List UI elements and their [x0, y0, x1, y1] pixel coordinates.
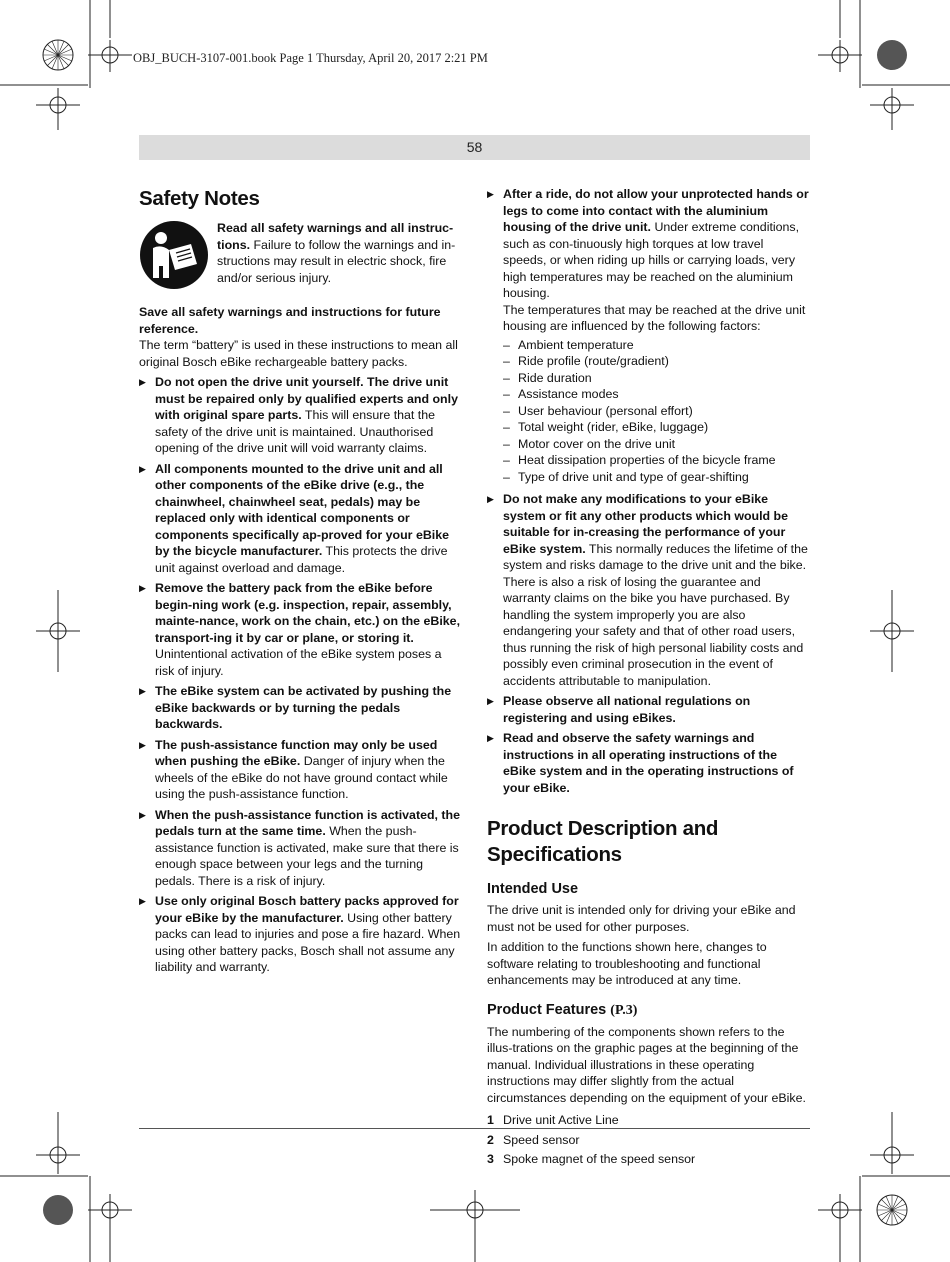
intended-use-title: Intended Use	[487, 881, 579, 897]
triangle-bullet-icon: ▶	[487, 494, 494, 504]
safety-notes-title: Safety Notes	[139, 187, 260, 210]
warning-bold: Please observe all national regulations on registering and using eBikes.	[503, 694, 751, 725]
intro-text	[217, 220, 461, 290]
product-features-text: The numbering of the components shown refers to the illus-trations on the graphic pages at the beginning of the manual. Individual illustrations in these operating instructions may differ slightly from the actual circumstances depending on the equipment of your eBike.	[487, 1024, 806, 1105]
list-item: 1 Drive unit Active Line	[487, 1113, 619, 1127]
triangle-bullet-icon: ▶	[139, 896, 146, 906]
right-column	[487, 186, 810, 1170]
warning-item	[139, 807, 461, 890]
warning-item	[139, 580, 461, 679]
list-item: 3 Spoke magnet of the speed sensor	[487, 1152, 696, 1166]
product-features-title: Product Features (P.3)	[487, 1001, 638, 1018]
triangle-bullet-icon: ▶	[487, 189, 494, 199]
warning-text: This will ensure that the safety of the drive unit is maintained. Unauthorised opening of the drive unit will void warranty claims.	[155, 408, 436, 455]
intro-bold: Read all safety warnings and all instruc-tions.	[217, 221, 454, 252]
warning-text: Unintentional activation of the eBike system poses a risk of injury.	[155, 647, 442, 678]
list-item: – Total weight (rider, eBike, luggage)	[503, 420, 709, 434]
intended-use-text: In addition to the functions shown here, changes to software relating to troubleshooting and functional enhancements may be introduced at any time.	[487, 940, 767, 987]
battery-term-note: The term “battery” is used in these instructions to mean all original Bosch eBike rechargeable battery packs.	[139, 338, 458, 369]
intro-warning	[139, 220, 461, 290]
warning-text: When the push-assistance function is activated, make sure that there is enough space between your legs and the turning pedals. There is a risk of injury.	[155, 824, 459, 888]
list-item: – Type of drive unit and type of gear-shifting	[503, 469, 749, 484]
triangle-bullet-icon: ▶	[139, 686, 146, 696]
triangle-bullet-icon: ▶	[139, 809, 146, 820]
triangle-bullet-icon: ▶	[139, 739, 146, 750]
intended-use-text: The drive unit is intended only for driving your eBike and must not be used for other purposes.	[487, 903, 796, 934]
list-item: – Ride duration	[503, 370, 592, 385]
list-item: – Ambient temperature	[503, 337, 634, 352]
warning-text: This normally reduces the lifetime of the system and risks damage to the drive unit and the bike. There is also a risk of losing the guarantee and warranty claims on the bike you have purchased. By handling the system improperly you are also endangering your safety and that of other road users, thus running the risk of high personal liability costs and possibly even criminal prosecution in the event of accidents attributable to manipulation.	[503, 541, 808, 688]
print-header: OBJ_BUCH-3107-001.book Page 1 Thursday, April 20, 2017 2:21 PM	[133, 51, 488, 65]
list-item: – User behaviour (personal effort)	[503, 403, 693, 418]
warning-item-hot-housing	[487, 186, 810, 487]
warning-text: This protects the drive unit against overload and damage.	[155, 544, 448, 575]
page-number-bar	[139, 135, 810, 160]
warning-bold: All components mounted to the drive unit and all other components of the eBike drive (e.g., the chainwheel, chainwheel seat, pedals) may be replaced only with identical components or components specifically ap-proved for your eBike by the bicycle manufacturer.	[155, 461, 450, 558]
warning-bold: Remove the battery pack from the eBike before begin-ning work (e.g. inspection, repair, assembly, mainte-nance, work on the chain, etc.) on the eBike, transport-ing it by car or plane, or storing it.	[155, 581, 461, 645]
warning-bold: Do not open the drive unit yourself. The drive unit must be repaired only by qualified experts and only with original spare parts.	[155, 375, 458, 422]
save-instructions-notice: Save all safety warnings and instructions for future reference.	[139, 305, 441, 336]
warning-item	[487, 730, 810, 796]
warning-item	[139, 374, 461, 457]
read-manual-icon	[139, 220, 209, 290]
temperature-intro: The temperatures that may be reached at the drive unit housing are influenced by the following factors:	[503, 302, 806, 333]
warning-bold: Do not make any modifications to your eBike system or fit any other products which would be suitable for in-creasing the performance of your eBike system.	[503, 492, 789, 556]
footer-rule	[139, 1128, 810, 1129]
warning-bold: Read and observe the safety warnings and instructions in all operating instructions of the eBike system and in the operating instructions of your eBike.	[503, 731, 794, 795]
triangle-bullet-icon: ▶	[139, 377, 146, 387]
warning-bold: When the push-assistance function is activated, the pedals turn at the same time.	[155, 807, 461, 838]
product-description-title: Product Description and Specifications	[487, 817, 719, 866]
warning-text: Under extreme conditions, such as con-tinuously high torques at low travel speeds, or when riding up hills or carrying loads, very high temperatures may be reached on the aluminium housing.	[503, 220, 800, 300]
warning-item	[139, 893, 461, 976]
warning-text: Danger of injury when the wheels of the eBike do not have ground contact while using the push-assistance function.	[155, 754, 448, 801]
triangle-bullet-icon: ▶	[487, 696, 494, 706]
list-item: – Motor cover on the drive unit	[503, 436, 676, 451]
warning-item	[487, 491, 810, 689]
triangle-bullet-icon: ▶	[139, 463, 146, 474]
temperature-factor-list	[503, 337, 810, 486]
warning-item	[487, 693, 810, 726]
intro-rest: Failure to follow the warnings and in-structions may result in electric shock, fire and/or serious injury.	[217, 237, 456, 285]
warning-bold: Use only original Bosch battery packs approved for your eBike by the manufacturer.	[155, 894, 459, 925]
triangle-bullet-icon: ▶	[487, 733, 494, 743]
list-item: – Assistance modes	[503, 387, 619, 401]
list-item: 2 Speed sensor	[487, 1132, 580, 1147]
warning-item	[139, 461, 461, 577]
warning-item	[139, 737, 461, 803]
warning-bold: The push-assistance function may only be used when pushing the eBike.	[155, 737, 438, 768]
left-column	[139, 186, 461, 976]
list-item: – Ride profile (route/gradient)	[503, 354, 669, 368]
list-item: – Heat dissipation properties of the bicycle frame	[503, 453, 776, 467]
page-number: 58	[466, 139, 483, 155]
page-reference: (P.3)	[610, 1002, 638, 1018]
warning-bold: The eBike system can be activated by pushing the eBike backwards or by turning the pedals backwards.	[155, 684, 452, 731]
warning-text: Using other battery packs can lead to injuries and pose a fire hazard. When using other battery packs, Bosch shall not assume any liability and warranty.	[155, 910, 461, 974]
component-list	[487, 1111, 810, 1170]
triangle-bullet-icon: ▶	[139, 583, 146, 593]
left-warning-list	[139, 374, 461, 976]
warning-item	[139, 683, 461, 733]
warning-bold: After a ride, do not allow your unprotected hands or legs to come into contact with the aluminium housing of the drive unit.	[503, 187, 809, 234]
